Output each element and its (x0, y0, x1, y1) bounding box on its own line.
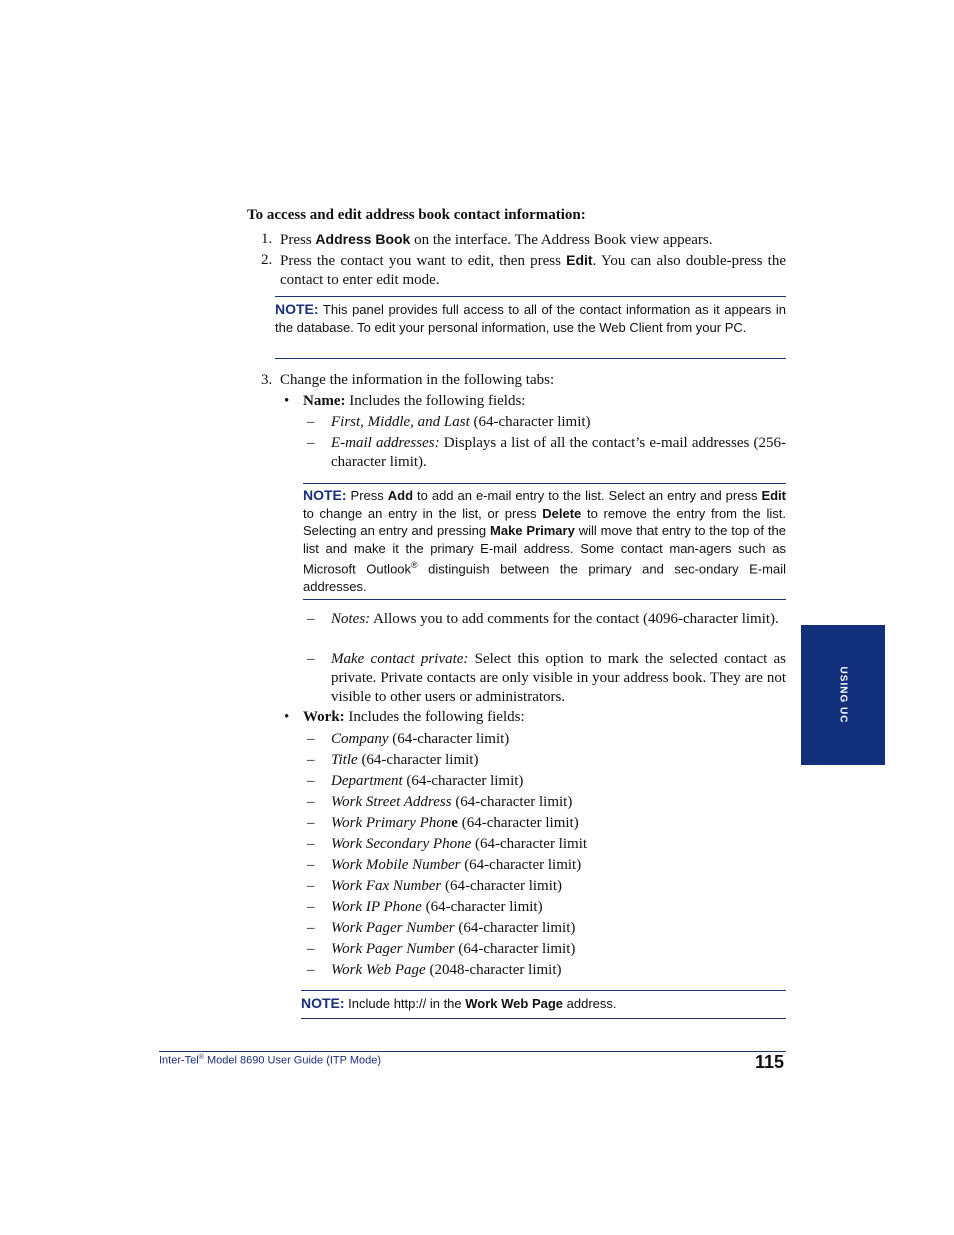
step-text: Press the contact you want to edit, then press Edit. You can also double-press the contact to enter edit mode. (280, 252, 786, 288)
tab-name-label: Name: (303, 393, 346, 409)
dash-icon: – (307, 878, 315, 894)
dash-icon: – (307, 962, 315, 978)
step-text: Change the information in the following tabs: (280, 372, 555, 388)
procedure-heading: To access and edit address book contact information: (247, 207, 586, 223)
dash-icon: – (307, 435, 315, 451)
footer-title: Inter-Tel® Model 8690 User Guide (ITP Mode) (159, 1054, 382, 1067)
note-label: NOTE: (275, 301, 319, 317)
note-text: This panel provides full access to all of the contact information as it appears in the database. To edit your personal information, use the Web Client from your PC. (275, 302, 786, 335)
section-side-tab (801, 625, 885, 765)
bullet-icon: • (284, 393, 290, 409)
note-email-entries: NOTE: Press Add to add an e-mail entry to the list. Select an entry and press Edit to change an entry in the list, or press Delete to remove the entry from the list. Selecting an entry and pressing Make Primary will move that entry to the top of the list and make it the primary E-mail address. Some contact man-agers such as Microsoft Outlook® distinguish between the primary and sec-ondary E-mail addresses. (303, 483, 786, 600)
dash-icon: – (307, 414, 315, 430)
page-number: 115 (754, 1052, 784, 1072)
dash-icon: – (307, 794, 315, 810)
step-number: 2. (261, 252, 273, 268)
note-label: NOTE: (303, 487, 347, 503)
note-panel-access (275, 296, 786, 359)
dash-icon: – (307, 752, 315, 768)
step-text: Press Address Book on the interface. The Address Book view appears. (280, 231, 713, 248)
dash-icon: – (307, 731, 315, 747)
dash-icon: – (307, 773, 315, 789)
note-label: NOTE: (301, 995, 345, 1011)
note-web-page: NOTE: Include http:// in the Work Web Page address. (301, 990, 786, 1019)
dash-icon: – (307, 836, 315, 852)
dash-icon: – (307, 815, 315, 831)
dash-icon: – (307, 651, 315, 667)
dash-icon: – (307, 857, 315, 873)
tab-name-label: Work: (303, 709, 345, 725)
dash-icon: – (307, 899, 315, 915)
bullet-icon: • (284, 709, 290, 725)
ui-term: Address Book (315, 231, 411, 247)
step-number: 3. (261, 372, 273, 388)
dash-icon: – (307, 941, 315, 957)
step-number: 1. (261, 231, 273, 247)
dash-icon: – (307, 611, 315, 627)
footer-divider (159, 1051, 786, 1052)
ui-term: Edit (566, 252, 593, 268)
dash-icon: – (307, 920, 315, 936)
section-tab-label: USING UC (837, 666, 849, 724)
